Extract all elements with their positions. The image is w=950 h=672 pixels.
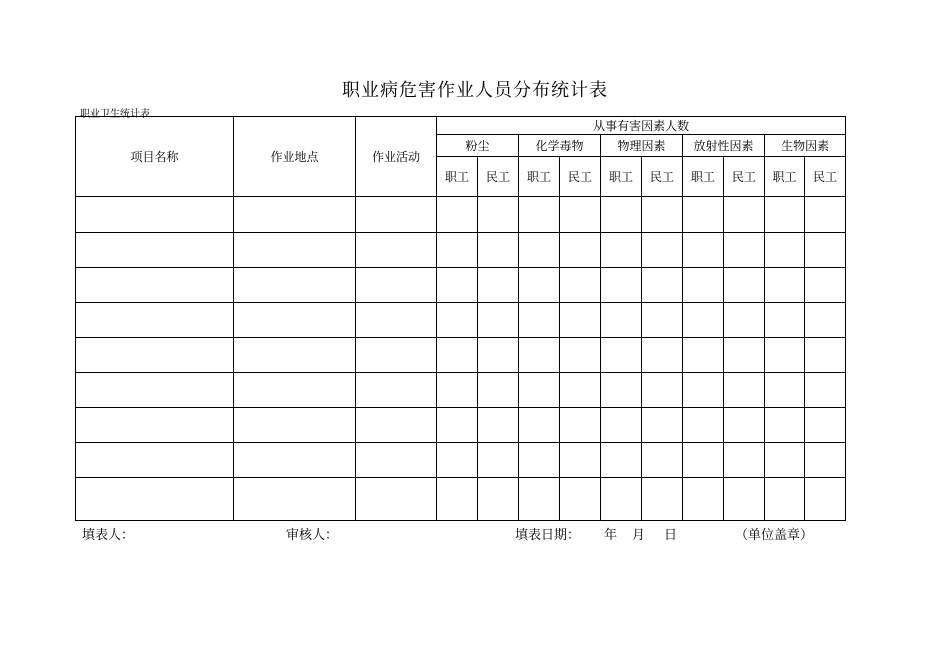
table-row — [76, 233, 846, 268]
table-cell — [765, 408, 805, 443]
table-cell — [76, 268, 234, 303]
table-cell — [601, 338, 642, 373]
table-row — [76, 478, 846, 521]
table-cell — [356, 478, 437, 521]
header-staff: 职工 — [437, 157, 478, 197]
table-cell — [478, 478, 519, 521]
table-cell — [683, 338, 724, 373]
table-cell — [234, 268, 356, 303]
table-cell — [683, 478, 724, 521]
table-cell — [234, 443, 356, 478]
table-cell — [601, 303, 642, 338]
table-cell — [356, 303, 437, 338]
table-cell — [437, 338, 478, 373]
table-cell — [356, 233, 437, 268]
table-cell — [683, 373, 724, 408]
table-cell — [724, 443, 765, 478]
filler-label: 填表人： — [82, 528, 135, 543]
header-staff: 职工 — [519, 157, 560, 197]
table-cell — [234, 408, 356, 443]
table-cell — [765, 338, 805, 373]
table-cell — [76, 197, 234, 233]
header-migrant: 民工 — [478, 157, 519, 197]
header-hazard-biological: 生物因素 — [765, 135, 846, 157]
table-cell — [356, 338, 437, 373]
table-cell — [805, 197, 846, 233]
table-cell — [805, 303, 846, 338]
table-cell — [765, 373, 805, 408]
table-row — [76, 443, 846, 478]
table-cell — [560, 478, 601, 521]
table-cell — [234, 478, 356, 521]
document-title: 职业病危害作业人员分布统计表 — [342, 80, 608, 101]
table-cell — [601, 408, 642, 443]
table-cell — [642, 197, 683, 233]
form-code-label: 职业卫生统计表 — [80, 109, 150, 120]
table-cell — [642, 373, 683, 408]
table-cell — [356, 408, 437, 443]
table-cell — [437, 303, 478, 338]
header-staff: 职工 — [683, 157, 724, 197]
table-cell — [601, 197, 642, 233]
header-migrant: 民工 — [805, 157, 846, 197]
table-cell — [356, 373, 437, 408]
table-cell — [805, 268, 846, 303]
header-migrant: 民工 — [642, 157, 683, 197]
table-cell — [437, 233, 478, 268]
table-cell — [805, 338, 846, 373]
table-cell — [478, 408, 519, 443]
table-row — [76, 303, 846, 338]
table-cell — [234, 303, 356, 338]
table-cell — [765, 478, 805, 521]
table-row — [76, 408, 846, 443]
reviewer-label: 审核人： — [286, 528, 339, 543]
fill-date-label: 填表日期： — [515, 528, 581, 543]
table-cell — [683, 197, 724, 233]
table-cell — [642, 338, 683, 373]
table-cell — [478, 268, 519, 303]
table-cell — [234, 338, 356, 373]
table-cell — [560, 197, 601, 233]
table-cell — [642, 443, 683, 478]
table-cell — [765, 197, 805, 233]
table-cell — [560, 443, 601, 478]
header-work-location: 作业地点 — [234, 117, 356, 197]
table-cell — [76, 303, 234, 338]
table-cell — [234, 233, 356, 268]
table-cell — [560, 338, 601, 373]
header-hazard-radioactive: 放射性因素 — [683, 135, 765, 157]
table-cell — [478, 233, 519, 268]
table-cell — [642, 478, 683, 521]
header-staff: 职工 — [601, 157, 642, 197]
table-cell — [437, 443, 478, 478]
table-cell — [724, 233, 765, 268]
table-cell — [356, 443, 437, 478]
table-cell — [601, 268, 642, 303]
table-cell — [805, 233, 846, 268]
table-row — [76, 373, 846, 408]
table-cell — [560, 268, 601, 303]
header-migrant: 民工 — [724, 157, 765, 197]
table-cell — [478, 197, 519, 233]
table-cell — [642, 408, 683, 443]
table-cell — [478, 443, 519, 478]
table-cell — [724, 338, 765, 373]
table-cell — [724, 268, 765, 303]
table-cell — [805, 478, 846, 521]
table-cell — [356, 197, 437, 233]
table-cell — [478, 373, 519, 408]
table-cell — [724, 303, 765, 338]
table-cell — [437, 373, 478, 408]
unit-seal-label: （单位盖章） — [735, 528, 814, 543]
table-cell — [234, 373, 356, 408]
header-migrant: 民工 — [560, 157, 601, 197]
table-cell — [683, 408, 724, 443]
year-label: 年 — [604, 528, 618, 543]
table-cell — [724, 408, 765, 443]
table-cell — [560, 233, 601, 268]
table-cell — [437, 408, 478, 443]
table-cell — [76, 373, 234, 408]
table-cell — [805, 443, 846, 478]
table-cell — [683, 233, 724, 268]
table-cell — [642, 268, 683, 303]
month-label: 月 — [632, 528, 646, 543]
header-hazard-chemical: 化学毒物 — [519, 135, 601, 157]
table-row — [76, 268, 846, 303]
table-cell — [724, 478, 765, 521]
table-cell — [601, 373, 642, 408]
header-row-1 — [76, 117, 846, 135]
table-cell — [805, 408, 846, 443]
table-cell — [478, 303, 519, 338]
table-cell — [519, 303, 560, 338]
table-cell — [560, 303, 601, 338]
table-cell — [519, 268, 560, 303]
header-work-activity: 作业活动 — [356, 117, 437, 197]
table-cell — [519, 478, 560, 521]
table-cell — [478, 338, 519, 373]
table-cell — [765, 443, 805, 478]
table-cell — [765, 268, 805, 303]
table-cell — [601, 233, 642, 268]
table-cell — [765, 233, 805, 268]
header-staff: 职工 — [765, 157, 805, 197]
table-cell — [76, 408, 234, 443]
table-cell — [724, 197, 765, 233]
day-label: 日 — [664, 528, 678, 543]
header-hazard-physical: 物理因素 — [601, 135, 683, 157]
table-cell — [76, 338, 234, 373]
table-cell — [437, 268, 478, 303]
table-cell — [642, 233, 683, 268]
table-cell — [683, 303, 724, 338]
table-cell — [724, 373, 765, 408]
table-cell — [683, 268, 724, 303]
table-cell — [356, 268, 437, 303]
table-cell — [76, 478, 234, 521]
table-cell — [519, 233, 560, 268]
table-row — [76, 197, 846, 233]
table-cell — [437, 478, 478, 521]
table-cell — [519, 197, 560, 233]
table-cell — [519, 408, 560, 443]
table-cell — [519, 443, 560, 478]
table-cell — [234, 197, 356, 233]
table-cell — [805, 373, 846, 408]
table-cell — [560, 408, 601, 443]
table-cell — [560, 373, 601, 408]
header-project-name: 项目名称 — [76, 117, 234, 197]
table-cell — [76, 233, 234, 268]
table-cell — [765, 303, 805, 338]
table-cell — [601, 478, 642, 521]
table-cell — [519, 373, 560, 408]
table-cell — [683, 443, 724, 478]
table-cell — [437, 197, 478, 233]
header-hazard-dust: 粉尘 — [437, 135, 519, 157]
table-row — [76, 338, 846, 373]
table-cell — [519, 338, 560, 373]
header-hazard-group: 从事有害因素人数 — [437, 117, 846, 135]
hazard-personnel-table — [75, 116, 846, 521]
table-cell — [601, 443, 642, 478]
table-cell — [642, 303, 683, 338]
table-cell — [76, 443, 234, 478]
